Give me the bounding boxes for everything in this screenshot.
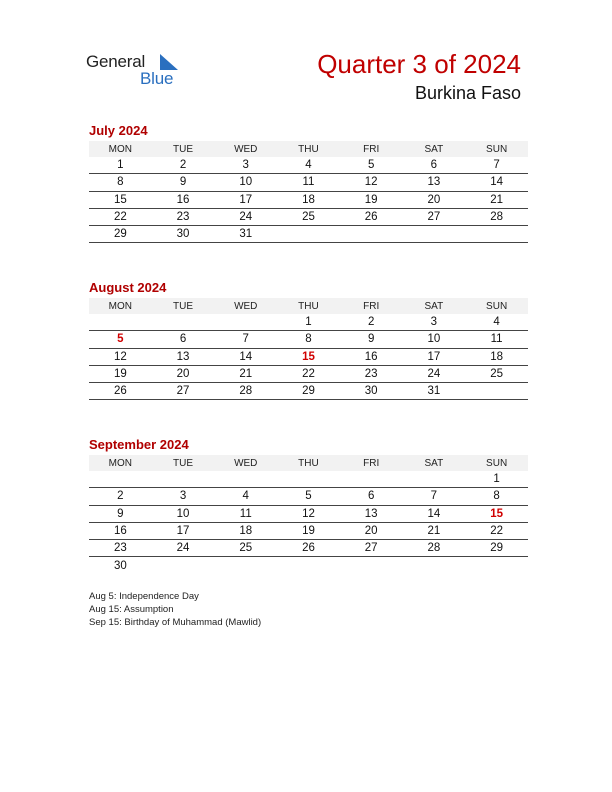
logo-general-text: General xyxy=(86,52,146,71)
week-row xyxy=(89,174,528,191)
day-cell: 16 xyxy=(340,348,403,365)
week-row xyxy=(89,226,528,243)
day-cell xyxy=(152,471,215,488)
week-row xyxy=(89,365,528,382)
day-cell xyxy=(277,226,340,243)
logo-triangle-icon xyxy=(160,54,178,70)
day-cell xyxy=(89,314,152,331)
day-cell: 28 xyxy=(214,383,277,400)
day-cell: 21 xyxy=(465,191,528,208)
day-cell: 10 xyxy=(214,174,277,191)
day-cell: 25 xyxy=(214,540,277,557)
day-cell xyxy=(214,557,277,574)
day-cell: 23 xyxy=(89,540,152,557)
day-cell: 8 xyxy=(89,174,152,191)
week-row xyxy=(89,348,528,365)
day-cell xyxy=(465,557,528,574)
day-cell: 10 xyxy=(152,505,215,522)
holiday-note: Sep 15: Birthday of Muhammad (Mawlid) xyxy=(89,617,262,628)
week-row xyxy=(89,471,528,488)
day-cell: 7 xyxy=(465,157,528,174)
day-cell: 9 xyxy=(89,505,152,522)
day-cell: 24 xyxy=(214,208,277,225)
weekday-header: THU xyxy=(277,141,340,157)
month-calendar xyxy=(89,279,528,400)
generalblue-logo xyxy=(86,50,196,90)
day-cell xyxy=(465,383,528,400)
weekday-header: MON xyxy=(89,455,152,471)
day-cell: 25 xyxy=(277,208,340,225)
day-cell xyxy=(277,557,340,574)
week-row xyxy=(89,383,528,400)
weekday-header: SAT xyxy=(403,298,466,314)
holiday-note: Aug 5: Independence Day xyxy=(89,591,199,602)
weekday-header: FRI xyxy=(340,455,403,471)
holiday-note: Aug 15: Assumption xyxy=(89,604,174,615)
day-cell: 27 xyxy=(403,208,466,225)
month-calendar xyxy=(89,436,528,574)
day-cell xyxy=(214,314,277,331)
day-cell: 11 xyxy=(277,174,340,191)
day-cell: 17 xyxy=(214,191,277,208)
day-cell: 20 xyxy=(340,522,403,539)
day-cell: 2 xyxy=(152,157,215,174)
week-row xyxy=(89,522,528,539)
day-cell: 9 xyxy=(340,331,403,348)
logo-blue-text: Blue xyxy=(140,69,174,88)
month-grid xyxy=(89,141,528,243)
week-row xyxy=(89,488,528,505)
day-cell: 3 xyxy=(214,157,277,174)
month-grid xyxy=(89,298,528,400)
day-cell: 29 xyxy=(89,226,152,243)
day-cell: 30 xyxy=(340,383,403,400)
day-cell: 19 xyxy=(277,522,340,539)
day-cell: 22 xyxy=(465,522,528,539)
month-title: August 2024 xyxy=(89,280,167,295)
day-cell: 26 xyxy=(340,208,403,225)
weekday-header: WED xyxy=(214,298,277,314)
day-cell: 10 xyxy=(403,331,466,348)
day-cell: 9 xyxy=(152,174,215,191)
day-cell: 31 xyxy=(214,226,277,243)
day-cell xyxy=(340,471,403,488)
weekday-header-row xyxy=(89,455,528,471)
day-cell: 20 xyxy=(403,191,466,208)
week-row xyxy=(89,331,528,348)
week-row xyxy=(89,191,528,208)
day-cell: 7 xyxy=(214,331,277,348)
day-cell: 23 xyxy=(340,365,403,382)
weekday-header: TUE xyxy=(152,455,215,471)
country-name: Burkina Faso xyxy=(414,83,521,103)
month-title: September 2024 xyxy=(89,437,189,452)
weekday-header: SUN xyxy=(465,141,528,157)
day-cell: 2 xyxy=(89,488,152,505)
day-cell: 17 xyxy=(403,348,466,365)
weekday-header: SAT xyxy=(403,455,466,471)
weekday-header: FRI xyxy=(340,298,403,314)
weekday-header: TUE xyxy=(152,298,215,314)
day-cell: 1 xyxy=(277,314,340,331)
day-cell: 27 xyxy=(152,383,215,400)
day-cell: 4 xyxy=(277,157,340,174)
day-cell: 11 xyxy=(465,331,528,348)
day-cell: 4 xyxy=(214,488,277,505)
weekday-header: WED xyxy=(214,455,277,471)
day-cell: 20 xyxy=(152,365,215,382)
day-cell: 28 xyxy=(403,540,466,557)
day-cell: 27 xyxy=(340,540,403,557)
day-cell: 14 xyxy=(214,348,277,365)
day-cell xyxy=(403,471,466,488)
day-cell xyxy=(152,557,215,574)
day-cell: 13 xyxy=(340,505,403,522)
day-cell xyxy=(403,557,466,574)
day-cell: 4 xyxy=(465,314,528,331)
day-cell: 1 xyxy=(465,471,528,488)
day-cell: 22 xyxy=(277,365,340,382)
day-cell: 29 xyxy=(465,540,528,557)
day-cell: 3 xyxy=(403,314,466,331)
day-cell xyxy=(152,314,215,331)
day-cell: 5 xyxy=(340,157,403,174)
week-row xyxy=(89,557,528,574)
day-cell: 14 xyxy=(403,505,466,522)
day-cell: 16 xyxy=(89,522,152,539)
weekday-header: SAT xyxy=(403,141,466,157)
weekday-header: SUN xyxy=(465,298,528,314)
day-cell: 7 xyxy=(403,488,466,505)
weekday-header: SUN xyxy=(465,455,528,471)
weekday-header: THU xyxy=(277,455,340,471)
day-cell: 30 xyxy=(113,559,127,572)
day-cell: 25 xyxy=(465,365,528,382)
month-grid xyxy=(89,455,528,574)
day-cell: 28 xyxy=(465,208,528,225)
day-cell: 22 xyxy=(89,208,152,225)
day-cell: 23 xyxy=(152,208,215,225)
weekday-header: MON xyxy=(89,298,152,314)
day-cell: 8 xyxy=(277,331,340,348)
day-cell: 26 xyxy=(89,383,152,400)
week-row xyxy=(89,505,528,522)
day-cell: 24 xyxy=(152,540,215,557)
week-row xyxy=(89,540,528,557)
day-cell: 18 xyxy=(277,191,340,208)
day-cell: 8 xyxy=(465,488,528,505)
day-cell: 12 xyxy=(340,174,403,191)
day-cell: 3 xyxy=(152,488,215,505)
weekday-header: TUE xyxy=(152,141,215,157)
week-row xyxy=(89,157,528,174)
day-cell: 16 xyxy=(152,191,215,208)
month-title: July 2024 xyxy=(89,123,148,138)
week-row xyxy=(89,314,528,331)
day-cell: 15 xyxy=(465,505,528,522)
day-cell: 11 xyxy=(214,505,277,522)
weekday-header: WED xyxy=(214,141,277,157)
day-cell: 17 xyxy=(152,522,215,539)
day-cell: 15 xyxy=(277,348,340,365)
week-row xyxy=(89,208,528,225)
day-cell: 5 xyxy=(277,488,340,505)
day-cell: 12 xyxy=(89,348,152,365)
day-cell xyxy=(465,226,528,243)
day-cell: 29 xyxy=(277,383,340,400)
weekday-header: FRI xyxy=(340,141,403,157)
day-cell: 12 xyxy=(277,505,340,522)
weekday-header: MON xyxy=(89,141,152,157)
day-cell: 26 xyxy=(277,540,340,557)
day-cell: 24 xyxy=(403,365,466,382)
month-calendar xyxy=(89,122,528,243)
day-cell: 19 xyxy=(340,191,403,208)
day-cell: 21 xyxy=(214,365,277,382)
day-cell xyxy=(277,471,340,488)
day-cell: 15 xyxy=(89,191,152,208)
day-cell xyxy=(214,471,277,488)
weekday-header-row xyxy=(89,298,528,314)
day-cell: 6 xyxy=(403,157,466,174)
day-cell xyxy=(89,471,152,488)
day-cell: 31 xyxy=(403,383,466,400)
day-cell xyxy=(403,226,466,243)
page-title: Quarter 3 of 2024 xyxy=(317,49,521,79)
day-cell: 2 xyxy=(340,314,403,331)
day-cell: 13 xyxy=(152,348,215,365)
holiday-notes xyxy=(89,590,261,629)
weekday-header-row xyxy=(89,141,528,157)
day-cell: 6 xyxy=(152,331,215,348)
day-cell: 5 xyxy=(89,331,152,348)
day-cell: 18 xyxy=(214,522,277,539)
weekday-header: THU xyxy=(277,298,340,314)
day-cell: 18 xyxy=(465,348,528,365)
day-cell: 14 xyxy=(465,174,528,191)
day-cell: 6 xyxy=(340,488,403,505)
day-cell xyxy=(340,226,403,243)
day-cell: 13 xyxy=(403,174,466,191)
day-cell xyxy=(340,557,403,574)
day-cell: 19 xyxy=(89,365,152,382)
day-cell: 1 xyxy=(89,157,152,174)
day-cell: 30 xyxy=(152,226,215,243)
day-cell: 21 xyxy=(403,522,466,539)
